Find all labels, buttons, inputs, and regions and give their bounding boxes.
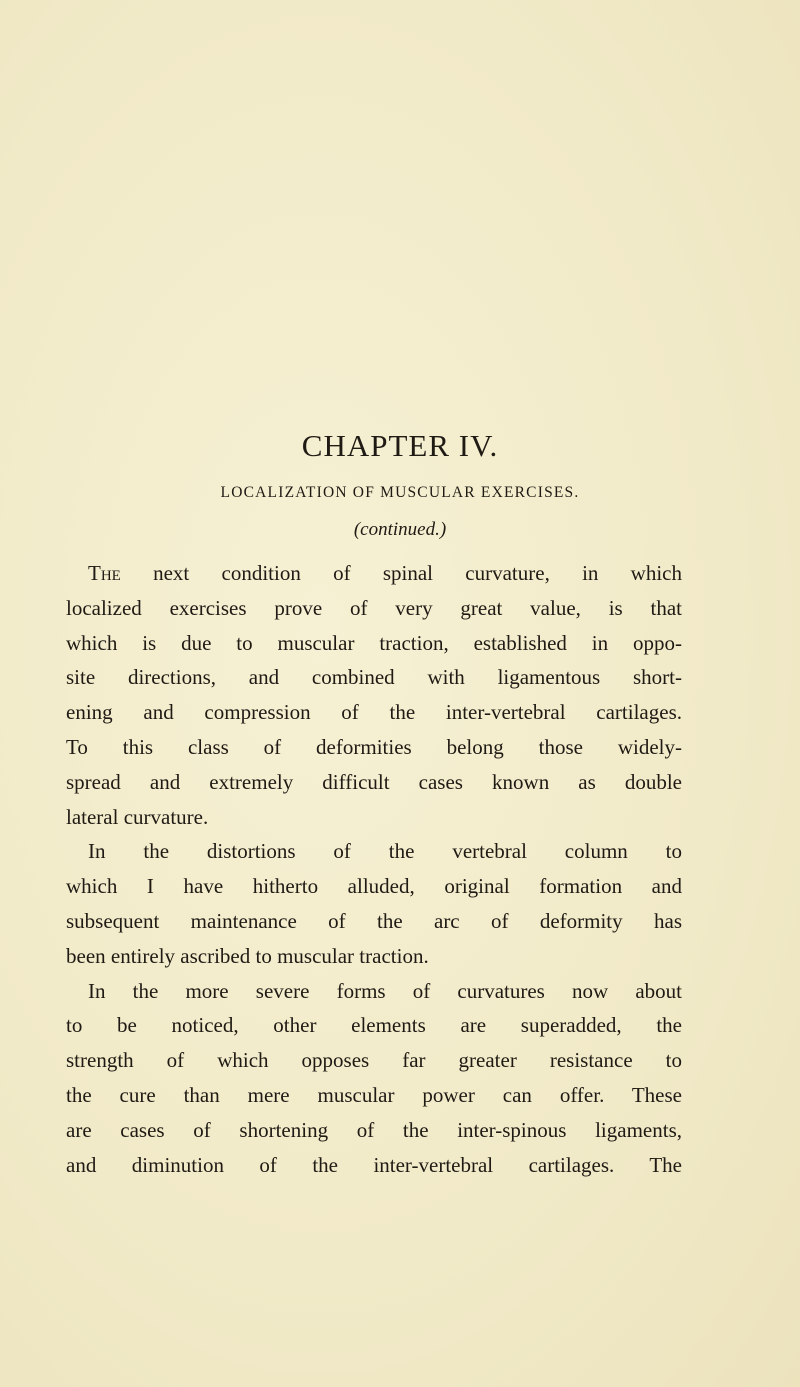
paragraph-line: ening and compression of the inter-vertebral cartilages. [66, 700, 682, 725]
paragraph-line: and diminution of the inter-vertebral cartilages. The [66, 1152, 682, 1177]
paragraph-line: lateral curvature. [66, 804, 209, 829]
paragraph-line: which is due to muscular traction, established in oppo- [66, 630, 682, 655]
paragraph-line: subsequent maintenance of the arc of deformity has [66, 908, 682, 933]
chapter-continued-note: (continued.) [353, 519, 447, 540]
paragraph-line: site directions, and combined with ligamentous short- [66, 665, 682, 690]
paragraph-line: In the more severe forms of curvatures now about [88, 978, 682, 1003]
paragraph-line: localized exercises prove of very great value, is that [66, 595, 682, 620]
chapter-title: CHAPTER IV. [301, 428, 499, 463]
paragraph-line: To this class of deformities belong those widely- [66, 734, 682, 759]
paragraph-line: In the distortions of the vertebral column to [88, 839, 682, 864]
paragraph-line: been entirely ascribed to muscular traction. [66, 943, 429, 968]
body-text [66, 556, 682, 1182]
paragraph-line: to be noticed, other elements are superadded, the [66, 1013, 682, 1038]
paragraph-line [66, 556, 682, 591]
chapter-subtitle: LOCALIZATION OF MUSCULAR EXERCISES. [220, 484, 580, 501]
paragraph-line: spread and extremely difficult cases known as double [66, 769, 682, 794]
paragraph-line: which I have hitherto alluded, original formation and [66, 874, 682, 899]
paragraph-line: the cure than mere muscular power can offer. These [66, 1082, 682, 1107]
paragraph-line: strength of which opposes far greater resistance to [66, 1048, 682, 1073]
paragraph-line: are cases of shortening of the inter-spinous ligaments, [66, 1117, 682, 1142]
line-text: next condition of spinal curvature, in which [120, 561, 682, 585]
paragraph-lead-word: The [88, 561, 121, 585]
